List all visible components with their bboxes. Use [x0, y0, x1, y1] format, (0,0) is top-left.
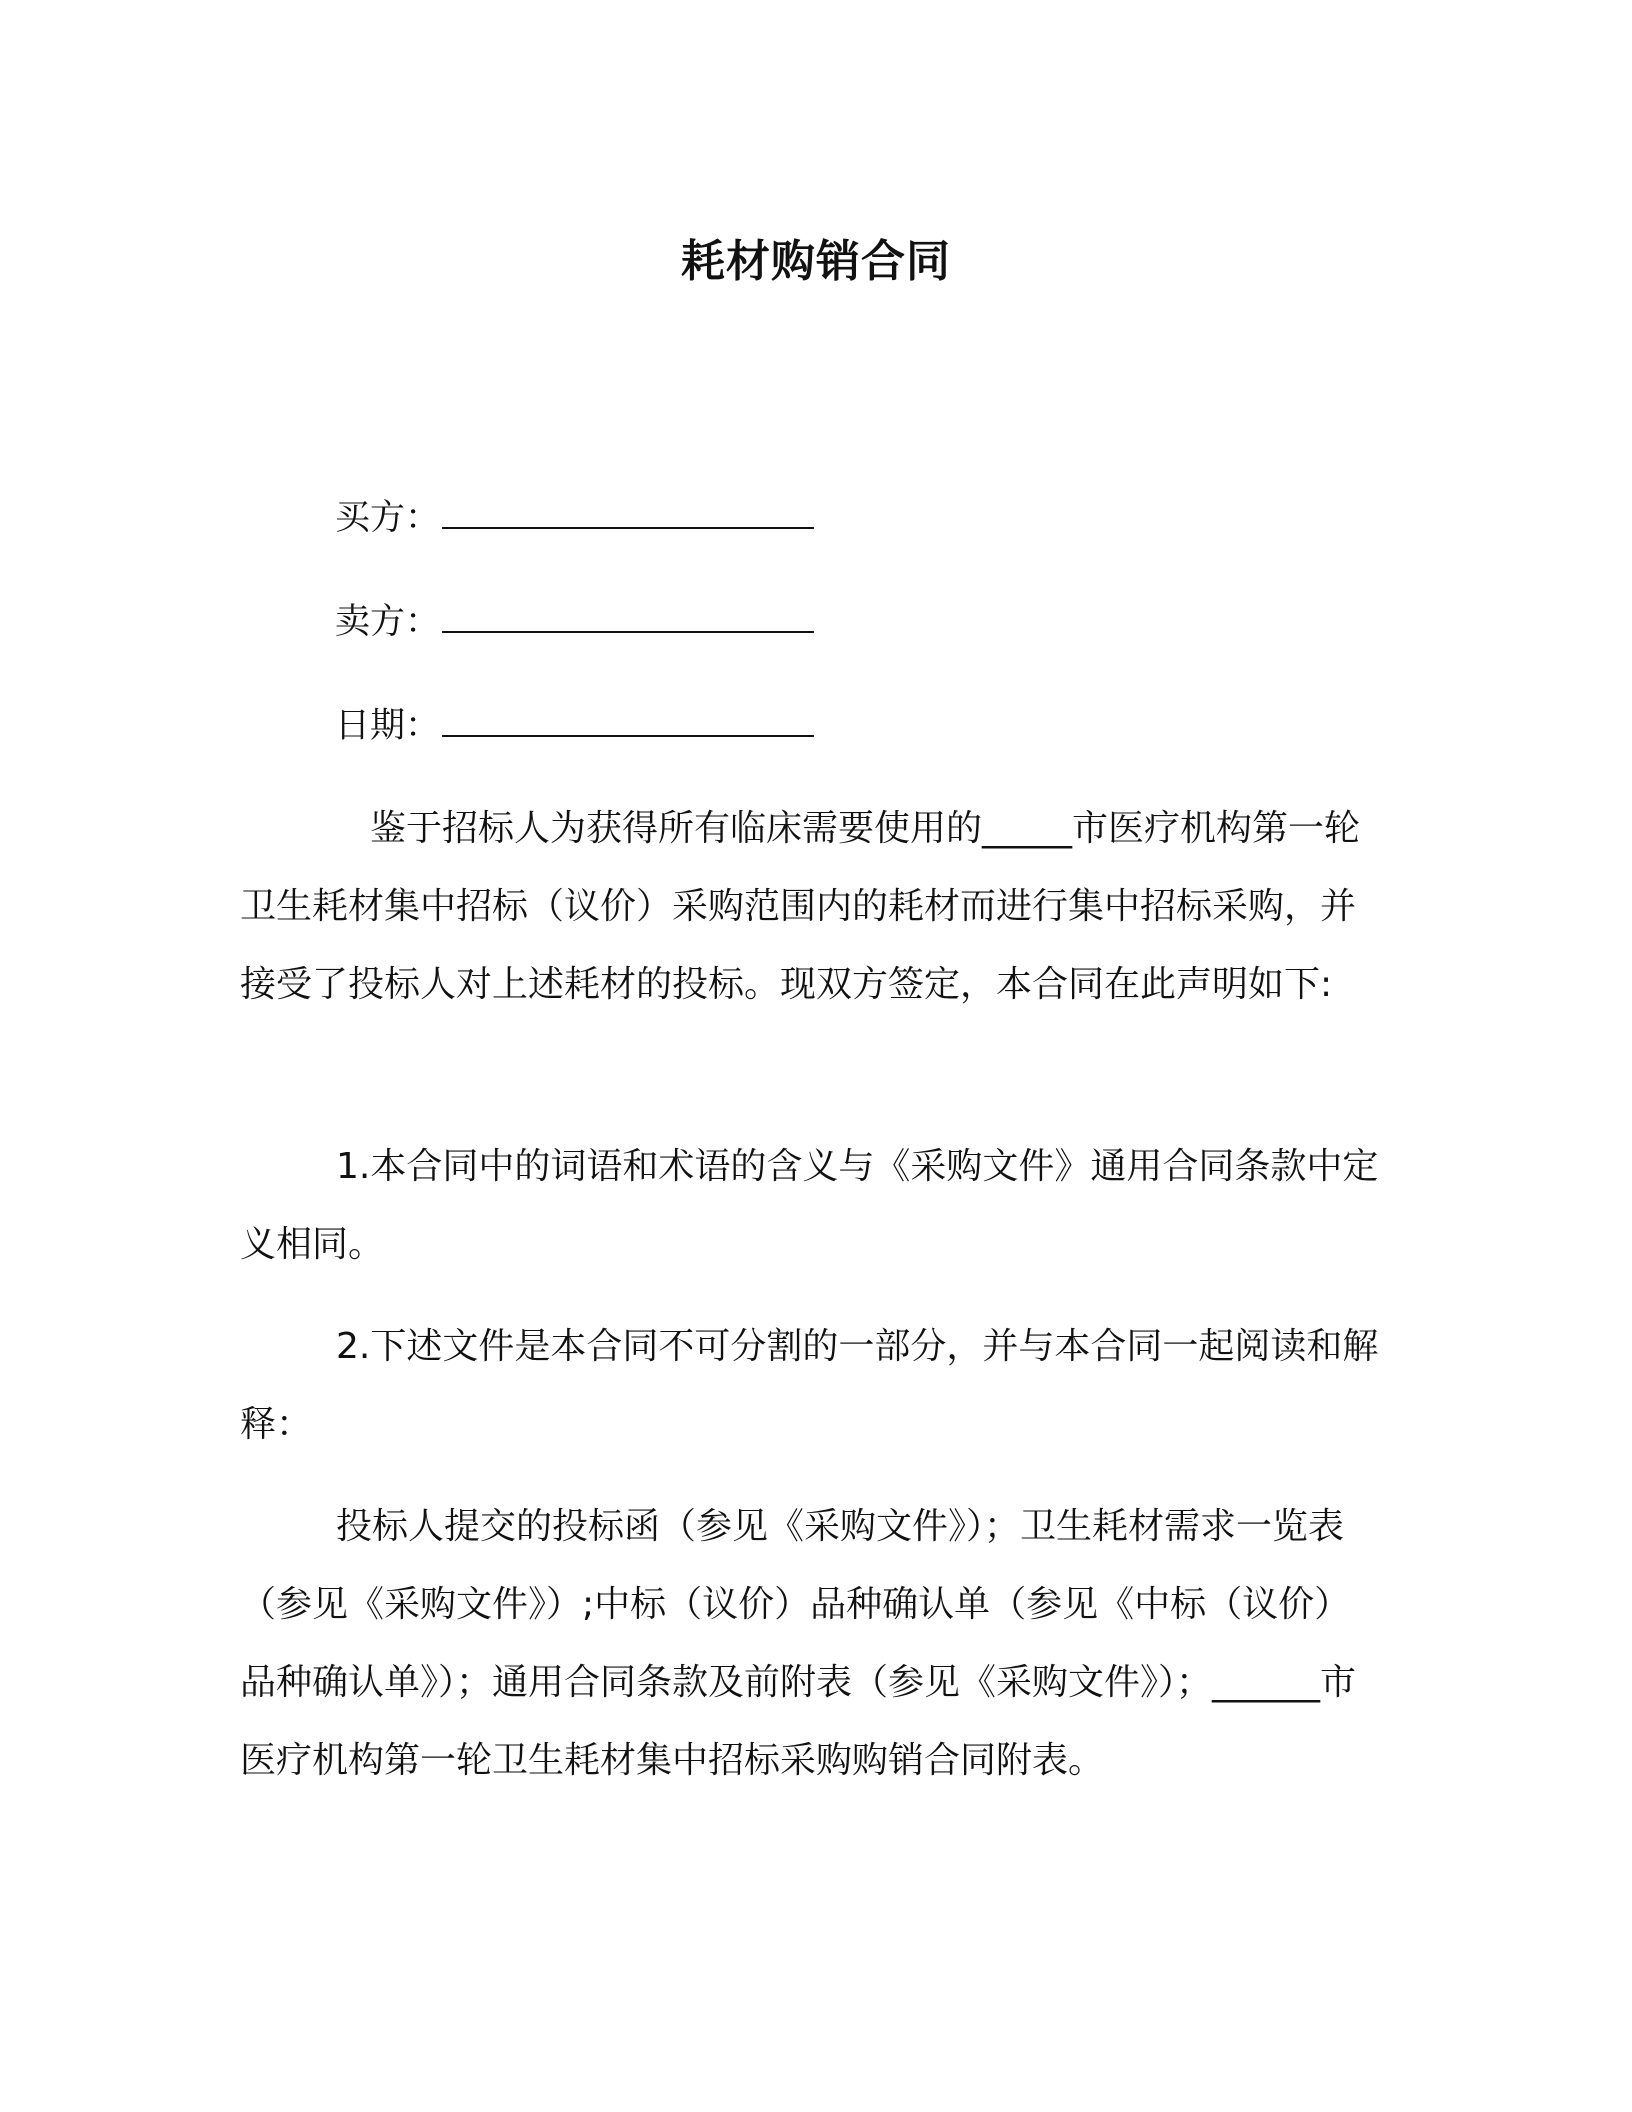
date-label: 日期： — [335, 706, 441, 746]
clause-1-paragraph: 1.本合同中的词语和术语的含义与《采购文件》通用合同条款中定义相同。 — [240, 1146, 1379, 1265]
buyer-blank-line — [442, 497, 814, 529]
buyer-field — [335, 492, 814, 544]
seller-field — [335, 596, 814, 648]
clause-2-paragraph: 2.下述文件是本合同不可分割的一部分，并与本合同一起阅读和解释： — [240, 1326, 1379, 1445]
date-blank-line — [442, 705, 814, 737]
document-title: 耗材购销合同 — [681, 236, 951, 287]
seller-label: 卖方： — [335, 602, 441, 642]
seller-blank-line — [442, 601, 814, 633]
documents-list-paragraph: 投标人提交的投标函（参见《采购文件》）；卫生耗材需求一览表（参见《采购文件》）;中标（议价）品种确认单（参见《中标（议价）品种确认单》）；通用合同条款及前附表（参见《采购文件》）；______市医疗机构第一轮卫生耗材集中招标采购购销合同附表。 — [240, 1506, 1357, 1781]
preamble-paragraph: 鉴于招标人为获得所有临床需要使用的_____市医疗机构第一轮卫生耗材集中招标（议价）采购范围内的耗材而进行集中招标采购，并接受了投标人对上述耗材的投标。现双方签定，本合同在此声明如下: — [240, 808, 1361, 1005]
date-field — [335, 700, 814, 752]
buyer-label: 买方： — [335, 498, 441, 538]
